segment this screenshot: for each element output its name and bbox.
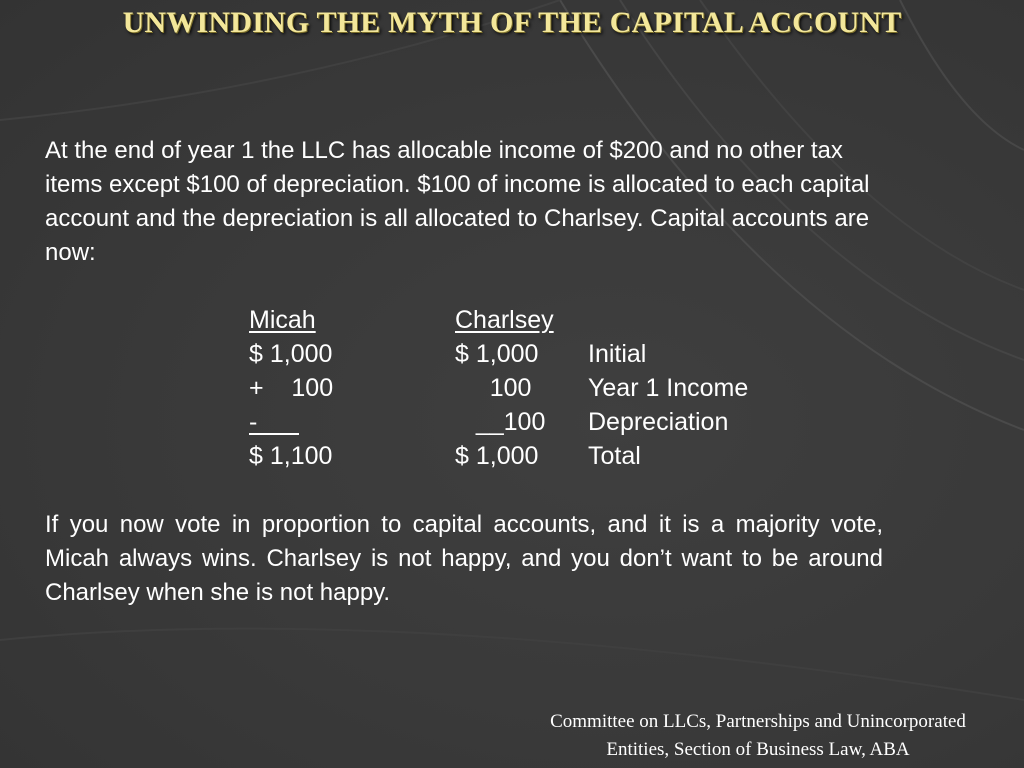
intro-paragraph: At the end of year 1 the LLC has allocable income of $200 and no other tax items except $100 of depreciation. $100 of income is allocated to each capital account and the depreciation is all allocated to Charlsey. Capital accounts are now: <box>45 137 870 266</box>
charlsey-depreciation-lead <box>455 408 476 436</box>
footer-line-1: Committee on LLCs, Partnerships and Unincorporated <box>550 711 966 732</box>
outro-paragraph: If you now vote in proportion to capital accounts, and it is a majority vote, Micah always wins. Charlsey is not happy, and you don’t want to be around Charlsey when she is not happy. <box>45 511 883 606</box>
micah-header: Micah <box>249 306 316 334</box>
micah-depreciation: - <box>249 408 299 436</box>
charlsey-initial: $ 1,000 <box>455 340 539 368</box>
charlsey-header: Charlsey <box>455 306 554 334</box>
label-total: Total <box>588 442 641 470</box>
footer-attribution <box>500 708 1016 764</box>
slide-title: UNWINDING THE MYTH OF THE CAPITAL ACCOUNT <box>122 6 902 39</box>
micah-initial: $ 1,000 <box>249 340 333 368</box>
row-labels-column <box>588 303 848 473</box>
micah-income: + 100 <box>249 374 334 402</box>
label-depreciation: Depreciation <box>588 408 729 436</box>
charlsey-column <box>455 303 575 473</box>
micah-total: $ 1,100 <box>249 442 333 470</box>
labels-header-spacer <box>588 303 848 337</box>
charlsey-depreciation: __100 <box>475 408 546 436</box>
charlsey-depreciation-row <box>455 405 575 439</box>
charlsey-income: 100 <box>455 374 532 402</box>
footer-line-2: Entities, Section of Business Law, ABA <box>606 739 910 760</box>
label-income: Year 1 Income <box>588 374 749 402</box>
label-initial: Initial <box>588 340 647 368</box>
micah-column <box>249 303 359 473</box>
capital-account-ledger <box>0 303 1024 483</box>
charlsey-total: $ 1,000 <box>455 442 539 470</box>
